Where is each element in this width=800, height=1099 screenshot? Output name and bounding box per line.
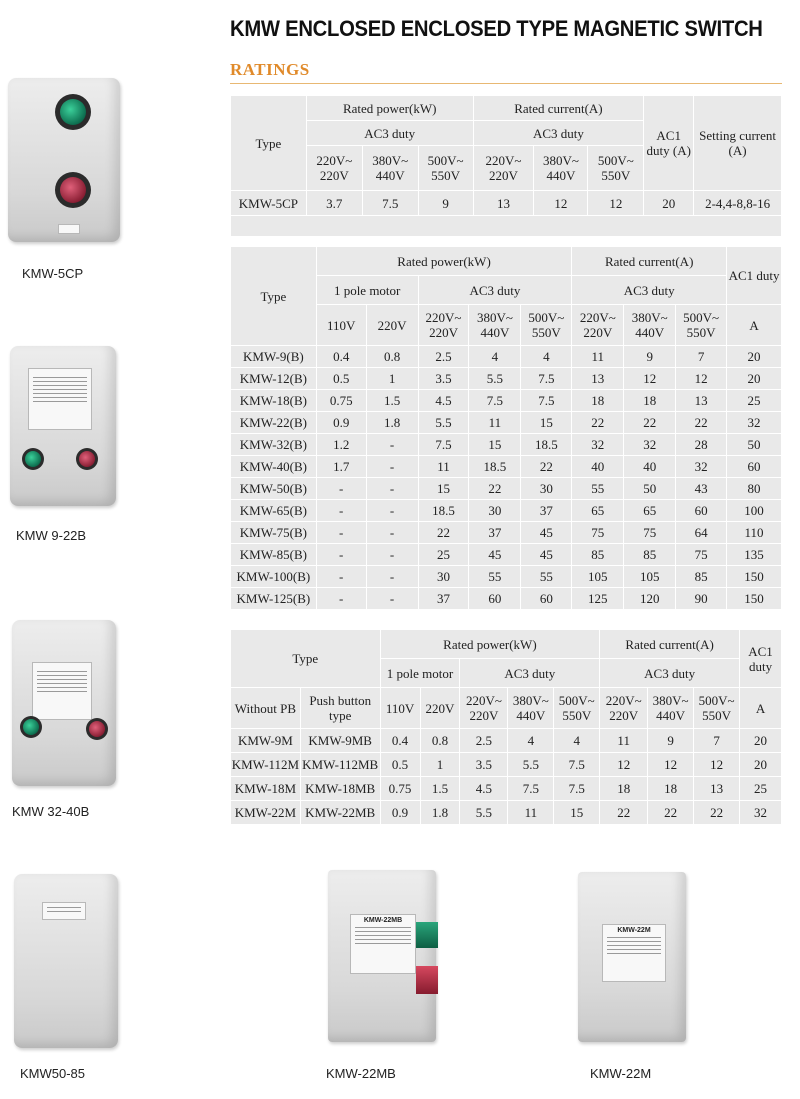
header-ac3-duty: AC3 duty [572,276,727,305]
cell-model: KMW-18M [231,777,301,801]
table-cell: 4 [521,346,572,368]
table-cell: 85 [676,566,727,588]
table-cell: 30 [469,500,521,522]
table-cell: 55 [572,478,624,500]
header-voltage: 500V~ 550V [676,305,727,346]
table-row [231,478,782,500]
table-cell: 120 [624,588,676,610]
table-cell: 65 [572,500,624,522]
cell-model: KMW-9(B) [231,346,317,368]
table-cell: 60 [469,588,521,610]
table-cell: 110 [727,522,782,544]
ratings-table-m-series [230,629,782,825]
table-cell: 18.5 [521,434,572,456]
cell-model: KMW-22MB [300,801,380,825]
table-cell: 4 [469,346,521,368]
table-cell: 50 [727,434,782,456]
table-cell: 75 [676,544,727,566]
table-spacer [231,216,782,237]
header-voltage: 220V [366,305,418,346]
header-type: Type [231,247,317,346]
table-cell: 13 [676,390,727,412]
table-cell: 9 [418,191,473,216]
header-voltage: 220V~ 220V [600,688,648,729]
table-cell: 12 [624,368,676,390]
table-cell: 45 [469,544,521,566]
table-cell: 30 [418,566,469,588]
cell-model: KMW-65(B) [231,500,317,522]
table-row [231,588,782,610]
header-voltage: 110V [316,305,366,346]
table-cell: 30 [521,478,572,500]
cell-model: KMW-32(B) [231,434,317,456]
table-row [231,390,782,412]
header-voltage: 380V~ 440V [362,146,418,191]
header-rated-power: Rated power(kW) [306,96,473,121]
table-cell: 135 [727,544,782,566]
table-cell: 13 [473,191,534,216]
table-cell: 5.5 [460,801,508,825]
header-voltage: 380V~ 440V [648,688,694,729]
header-ac3-duty: AC3 duty [460,659,600,688]
cell-model: KMW-12(B) [231,368,317,390]
header-voltage: 220V~ 220V [306,146,362,191]
header-1-pole-motor: 1 pole motor [316,276,418,305]
header-rated-current: Rated current(A) [473,96,644,121]
header-voltage: 380V~ 440V [534,146,588,191]
table-cell: - [316,544,366,566]
green-button-icon [25,451,41,467]
table-cell: 11 [418,456,469,478]
header-1-pole-motor: 1 pole motor [380,659,460,688]
green-button-icon [60,99,86,125]
table-cell: 105 [624,566,676,588]
table-cell: 20 [644,191,694,216]
table-cell: - [316,478,366,500]
header-voltage: 220V [420,688,460,729]
red-button-icon [416,966,438,994]
cell-model: KMW-22M [231,801,301,825]
table-cell: 40 [572,456,624,478]
cell-model: KMW-18(B) [231,390,317,412]
table-cell: 37 [418,588,469,610]
header-voltage: 500V~ 550V [521,305,572,346]
table-cell: 32 [727,412,782,434]
header-ac3-duty: AC3 duty [306,121,473,146]
red-button-icon [79,451,95,467]
cell-model: KMW-50(B) [231,478,317,500]
table-cell: 25 [418,544,469,566]
table-cell: 13 [694,777,740,801]
header-type: Type [231,96,307,191]
table-cell: 11 [508,801,554,825]
table-cell: 18.5 [418,500,469,522]
table-cell: 18 [648,777,694,801]
table-row [231,522,782,544]
cell-model: KMW-125(B) [231,588,317,610]
header-rated-current: Rated current(A) [572,247,727,276]
caption-kmw-9-22b: KMW 9-22B [16,528,87,543]
table-cell: 15 [521,412,572,434]
header-rated-current: Rated current(A) [600,630,740,659]
table-cell: 0.9 [380,801,420,825]
cell-model: KMW-75(B) [231,522,317,544]
table-cell: 4 [508,729,554,753]
table-cell: - [366,522,418,544]
table-cell: 15 [418,478,469,500]
table-cell: 20 [740,753,782,777]
header-voltage: 380V~ 440V [508,688,554,729]
table-cell: 4.5 [460,777,508,801]
table-cell: 3.5 [460,753,508,777]
table-cell: 37 [469,522,521,544]
table-cell: 7.5 [554,753,600,777]
table-cell: 1.8 [366,412,418,434]
red-button-icon [60,177,86,203]
table-cell: 4 [554,729,600,753]
table-cell: 55 [521,566,572,588]
table-cell: 32 [676,456,727,478]
table-cell: - [316,522,366,544]
table-cell: - [366,566,418,588]
table-row [231,753,782,777]
page-title: KMW ENCLOSED ENCLOSED TYPE MAGNETIC SWITCH [230,16,763,41]
nameplate-label: KMW-22MB [363,917,403,924]
cell-model: KMW-9MB [300,729,380,753]
table-cell: 1.5 [420,777,460,801]
ratings-heading: RATINGS [230,60,310,79]
table-cell: - [316,566,366,588]
cell-model: KMW-18MB [300,777,380,801]
table-cell: 12 [600,753,648,777]
table-cell: - [366,456,418,478]
table-row [231,566,782,588]
cell-model: KMW-85(B) [231,544,317,566]
header-unit: A [740,688,782,729]
table-cell: 22 [600,801,648,825]
table-cell: 5.5 [508,753,554,777]
product-image-kmw-22mb [328,870,438,1044]
table-cell: 9 [648,729,694,753]
green-button-icon [416,922,438,948]
table-cell: 5.5 [469,368,521,390]
header-voltage: 220V~ 220V [572,305,624,346]
cell-model: KMW-112MB [300,753,380,777]
heading-divider [230,83,782,84]
table-cell: 7 [694,729,740,753]
table-cell: 45 [521,522,572,544]
table-cell: 150 [727,566,782,588]
caption-kmw50-85: KMW50-85 [20,1066,86,1081]
table-cell: 0.9 [316,412,366,434]
caption-kmw-22m: KMW-22M [590,1066,652,1081]
table-cell: 15 [554,801,600,825]
table-cell: 22 [469,478,521,500]
table-cell: 7.5 [521,368,572,390]
header-voltage: 380V~ 440V [469,305,521,346]
ratings-table-5cp [230,95,782,237]
green-button-icon [23,719,39,735]
table-row [231,434,782,456]
table-cell: 37 [521,500,572,522]
header-ac1-duty: AC1 duty [727,247,782,305]
table-cell: 1 [420,753,460,777]
table-cell: 0.4 [380,729,420,753]
table-cell: 2.5 [418,346,469,368]
table-cell: 1.5 [366,390,418,412]
table-cell: 75 [572,522,624,544]
cell-model: KMW-112M [231,753,301,777]
header-ac3-duty: AC3 duty [600,659,740,688]
table-cell: 11 [572,346,624,368]
product-image-kmw-22m [578,872,688,1044]
table-cell: 32 [624,434,676,456]
table-row [231,500,782,522]
table-row [231,544,782,566]
table-cell: 0.5 [380,753,420,777]
table-cell: 7.5 [554,777,600,801]
table-cell: 40 [624,456,676,478]
table-cell: 18 [624,390,676,412]
cell-model: KMW-9M [231,729,301,753]
table-cell: 18 [572,390,624,412]
table-cell: 100 [727,500,782,522]
cell-model: KMW-22(B) [231,412,317,434]
table-row [231,412,782,434]
table-row [231,346,782,368]
table-cell: 20 [727,346,782,368]
table-cell: 85 [624,544,676,566]
table-cell: 64 [676,522,727,544]
caption-kmw-22mb: KMW-22MB [326,1066,396,1081]
table-row [231,456,782,478]
table-cell: 4.5 [418,390,469,412]
table-cell: 12 [694,753,740,777]
table-cell: 2.5 [460,729,508,753]
table-cell: 0.5 [316,368,366,390]
header-without-pb: Without PB [231,688,301,729]
caption-kmw-32-40b: KMW 32-40B [12,804,90,819]
table-cell: 43 [676,478,727,500]
header-voltage: 500V~ 550V [554,688,600,729]
table-cell: 22 [648,801,694,825]
table-cell: 25 [727,390,782,412]
table-cell: 0.4 [316,346,366,368]
table-cell: - [316,588,366,610]
table-cell: 28 [676,434,727,456]
header-unit: A [727,305,782,346]
table-cell: 20 [740,729,782,753]
table-cell: 60 [521,588,572,610]
table-cell: 7.5 [508,777,554,801]
table-cell: - [366,588,418,610]
nameplate-label: KMW-22M [617,927,651,934]
header-ac3-duty: AC3 duty [418,276,572,305]
table-cell: 55 [469,566,521,588]
header-rated-power: Rated power(kW) [316,247,572,276]
table-cell: 7.5 [469,390,521,412]
table-cell: 0.8 [366,346,418,368]
header-setting-current: Setting current (A) [694,96,782,191]
table-cell: - [366,500,418,522]
header-voltage: 220V~ 220V [460,688,508,729]
header-voltage: 380V~ 440V [624,305,676,346]
table-cell: 0.75 [380,777,420,801]
header-type: Type [231,630,381,688]
table-cell: 12 [676,368,727,390]
table-cell: 80 [727,478,782,500]
table-cell: - [316,500,366,522]
header-voltage: 500V~ 550V [588,146,644,191]
table-cell: 13 [572,368,624,390]
header-ac3-duty: AC3 duty [473,121,644,146]
red-button-icon [89,721,105,737]
table-cell: 1.7 [316,456,366,478]
header-voltage: 220V~ 220V [473,146,534,191]
table-cell: 11 [600,729,648,753]
table-cell: 65 [624,500,676,522]
table-cell: 7.5 [418,434,469,456]
product-image-kmw-32-40b [12,620,118,788]
table-cell: 3.7 [306,191,362,216]
table-cell: 150 [727,588,782,610]
table-cell: - [366,478,418,500]
table-cell: 7 [676,346,727,368]
cell-model: KMW-100(B) [231,566,317,588]
header-ac1-duty: AC1 duty [740,630,782,688]
table-cell: 125 [572,588,624,610]
table-cell: 22 [572,412,624,434]
table-cell: 32 [572,434,624,456]
table-cell: 0.75 [316,390,366,412]
table-cell: 5.5 [418,412,469,434]
header-ac1-duty: AC1 duty (A) [644,96,694,191]
table-cell: 18.5 [469,456,521,478]
table-cell: 60 [676,500,727,522]
table-cell: 105 [572,566,624,588]
table-cell: 20 [727,368,782,390]
table-row [231,777,782,801]
table-cell: 22 [676,412,727,434]
table-cell: 85 [572,544,624,566]
table-cell: 25 [740,777,782,801]
table-cell: 50 [624,478,676,500]
header-voltage: 500V~ 550V [418,146,473,191]
table-cell: 12 [588,191,644,216]
table-cell: 22 [418,522,469,544]
table-cell: 3.5 [418,368,469,390]
table-cell: 15 [469,434,521,456]
table-cell: 22 [624,412,676,434]
table-cell: 9 [624,346,676,368]
table-cell: 18 [600,777,648,801]
table-cell: 22 [694,801,740,825]
product-image-kmw-5cp [8,78,122,246]
table-cell: 22 [521,456,572,478]
table-cell: 1.8 [420,801,460,825]
table-cell: 90 [676,588,727,610]
ratings-table-b-series [230,246,782,610]
table-cell: 2-4,4-8,8-16 [694,191,782,216]
table-cell: - [366,434,418,456]
header-rated-power: Rated power(kW) [380,630,600,659]
table-cell: 0.8 [420,729,460,753]
product-image-kmw50-85 [14,874,120,1050]
table-cell: - [366,544,418,566]
table-cell: 75 [624,522,676,544]
header-voltage: 110V [380,688,420,729]
table-row [231,801,782,825]
table-cell: 12 [534,191,588,216]
table-cell: 12 [648,753,694,777]
table-cell: 1.2 [316,434,366,456]
table-cell: 60 [727,456,782,478]
product-image-kmw-9-22b [10,346,118,508]
header-push-button-type: Push button type [300,688,380,729]
table-cell: 7.5 [521,390,572,412]
table-cell: 1 [366,368,418,390]
cell-model: KMW-40(B) [231,456,317,478]
table-cell: 32 [740,801,782,825]
cell-model: KMW-5CP [231,191,307,216]
header-voltage: 500V~ 550V [694,688,740,729]
table-row [231,368,782,390]
table-cell: 45 [521,544,572,566]
header-voltage: 220V~ 220V [418,305,469,346]
table-cell: 11 [469,412,521,434]
table-row [231,729,782,753]
table-cell: 7.5 [362,191,418,216]
caption-kmw-5cp: KMW-5CP [22,266,84,281]
